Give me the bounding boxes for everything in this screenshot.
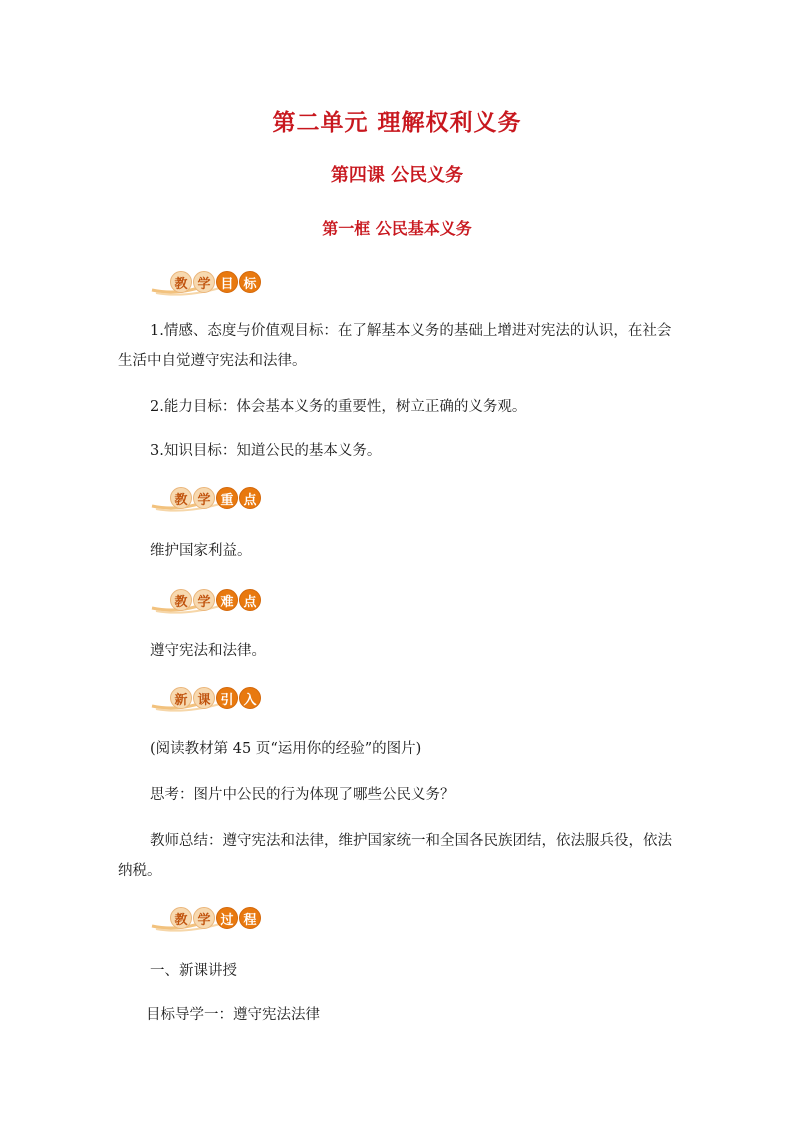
badge-char: 重 xyxy=(216,487,238,509)
badge-char: 入 xyxy=(239,687,261,709)
badge-char: 教 xyxy=(170,907,192,929)
badge-char: 学 xyxy=(193,907,215,929)
badge-char: 难 xyxy=(216,589,238,611)
badge-char: 程 xyxy=(239,907,261,929)
badge-char: 学 xyxy=(193,271,215,293)
difficulty-text: 遵守宪法和法律。 xyxy=(150,643,266,659)
badge-char: 教 xyxy=(170,271,192,293)
process-goal-1: 目标导学一：遵守宪法法律 xyxy=(146,1007,320,1023)
goal-item-3: 3.知识目标：知道公民的基本义务。 xyxy=(150,443,382,459)
badge-char: 学 xyxy=(193,589,215,611)
goal-item-2: 2.能力目标：体会基本义务的重要性，树立正确的义务观。 xyxy=(150,399,527,415)
badge-char: 标 xyxy=(239,271,261,293)
badge-char: 学 xyxy=(193,487,215,509)
badge-char: 课 xyxy=(193,687,215,709)
badge-char: 点 xyxy=(239,487,261,509)
process-part-1: 一、新课讲授 xyxy=(150,963,237,979)
goal-item-1: 1.情感、态度与价值观目标：在了解基本义务的基础上增进对宪法的认识，在社会生活中自觉遵守宪法和法律。 xyxy=(118,323,672,369)
badge-char: 过 xyxy=(216,907,238,929)
lesson-title: 第四课 公民义务 xyxy=(330,165,464,186)
badge-char: 教 xyxy=(170,487,192,509)
key-point-text: 维护国家利益。 xyxy=(150,543,252,559)
badge-char: 目 xyxy=(216,271,238,293)
intro-summary: 教师总结：遵守宪法和法律，维护国家统一和全国各民族团结，依法服兵役，依法纳税。 xyxy=(118,833,672,879)
badge-char: 教 xyxy=(170,589,192,611)
badge-char: 点 xyxy=(239,589,261,611)
intro-question: 思考：图片中公民的行为体现了哪些公民义务？ xyxy=(150,787,455,803)
unit-title: 第二单元 理解权利义务 xyxy=(272,110,522,136)
badge-char: 新 xyxy=(170,687,192,709)
intro-reading: (阅读教材第 45 页“运用你的经验”的图片) xyxy=(150,741,422,757)
badge-char: 引 xyxy=(216,687,238,709)
section-title: 第一框 公民基本义务 xyxy=(322,219,472,238)
